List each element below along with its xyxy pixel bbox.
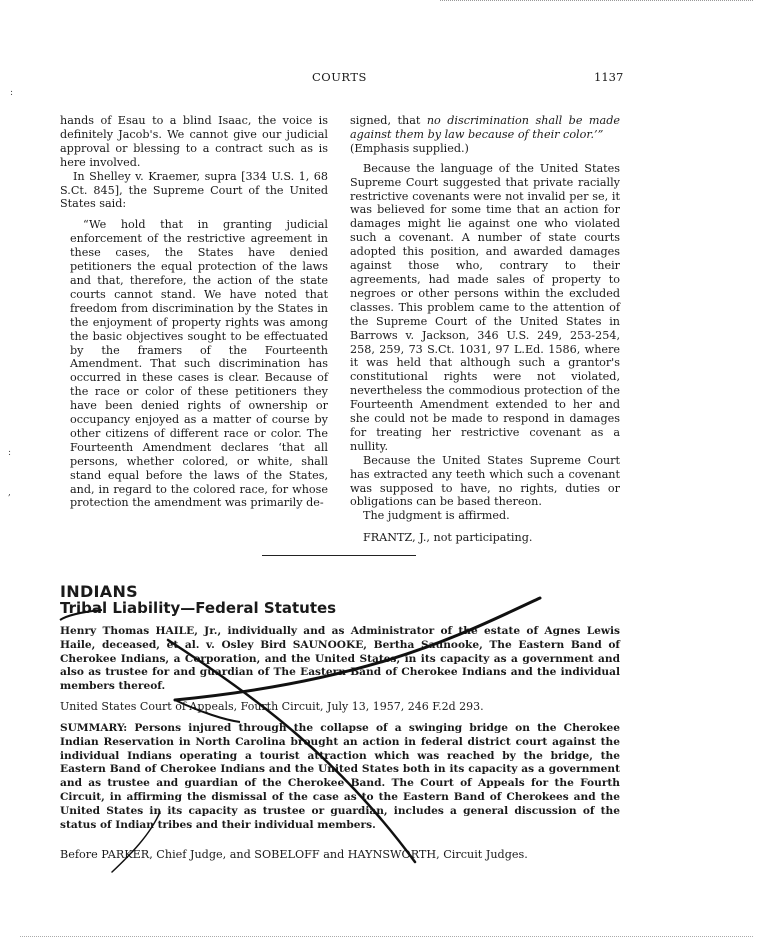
- quote-text: “We hold that in granting judicial enforcement of the restrictive agreement in these cases, the States have denied petitioners the equal protection of the laws and that, therefore, the action of the state courts cannot stand. We have noted that freedom from discrimination by the States in the enjoyment of property rights was among the basic objectives sought to be effectuated by the framers of the Fourteenth Amendment. That such discrimination has occurred in these cases is clear. Because of the race or color of these petitioners they have been denied rights of ownership or occupancy enjoyed as a matter of course by other citizens of different race or color. The Fourteenth Amendment declares ‘that all persons, whether colored, or white, shall stand equal before the laws of the States, and, in regard to the colored race, for whose protection the amendment was primarily de-: [70, 218, 328, 510]
- quote-continuation: [350, 114, 620, 142]
- section-divider: [262, 555, 416, 556]
- judges-line: Before PARKER, Chief Judge, and SOBELOFF and HAYNSWORTH, Circuit Judges.: [60, 848, 528, 861]
- section-title: INDIANS: [60, 582, 138, 601]
- margin-mark: :: [8, 448, 12, 458]
- page-number: 1137: [594, 70, 624, 84]
- top-dotted-edge: [440, 0, 753, 1]
- emphasis-note: (Emphasis supplied.): [350, 141, 469, 155]
- paragraph: Because the United States Supreme Court has extracted any teeth which such a covenant was supposed to have, no rights, duties or obligations can be based thereon.: [350, 453, 620, 509]
- quote-end-italic: no discrimination shall be made against them by law because of their color.’”: [350, 114, 620, 141]
- bottom-dotted-edge: [20, 936, 753, 937]
- right-column: [350, 114, 620, 545]
- quote-end-plain: signed, that: [350, 114, 427, 127]
- running-head: COURTS: [312, 70, 367, 84]
- court-citation: United States Court of Appeals, Fourth Circuit, July 13, 1957, 246 F.2d 293.: [60, 700, 484, 713]
- margin-mark: ,: [8, 488, 11, 498]
- paragraph: Because the language of the United States Supreme Court suggested that private racially restrictive covenants were not invalid per se, it was believed for some time that an action for damages might lie against one who violated such a covenant. A number of state courts adopted this position, and awarded damages against those who, contrary to their agreements, had made sales of property to negroes or other persons within the excluded classes. This problem came to the attention of the Supreme Court of the United States in Barrows v. Jackson, 346 U.S. 249, 253-254, 258, 259, 73 S.Ct. 1031, 97 L.Ed. 1586, where it was held that although such a grantor's constitutional rights were not violated, nevertheless the commodious protection of the Fourteenth Amendment extended to her and she could not be made to respond in damages for treating her restrictive covenant as a nullity.: [350, 161, 620, 453]
- case-caption: Henry Thomas HAILE, Jr., individually and as Administrator of the estate of Agnes Lewis Haile, deceased, et al. v. Osley Bird SAUNOOKE, Bertha Saunooke, The Eastern Band of Cherokee Indians, a Corporation, and the United States, in its capacity as a government and also as trustee for and guardian of The Eastern Band of Cherokee Indians and the individual members thereof.: [60, 625, 620, 693]
- subsection-title: Tribal Liability—Federal Statutes: [60, 599, 337, 617]
- case-summary: SUMMARY: Persons injured through the collapse of a swinging bridge on the Cherokee Indian Reservation in North Carolina brought an action in federal district court against the individual Indians operating a tourist attraction which was reached by the bridge, the Eastern Band of Cherokee Indians and the United States both in its capacity as a government and as trustee and guardian of the Cherokee Band. The Court of Appeals for the Fourth Circuit, in affirming the dismissal of the case as to the Eastern Band of Cherokees and the United States in its capacity as trustee or guardian, includes a general discussion of the status of Indian tribes and their individual members.: [60, 722, 620, 831]
- judgment: The judgment is affirmed.: [363, 509, 510, 523]
- paragraph: hands of Esau to a blind Isaac, the voice is definitely Jacob's. We cannot give our judicial approval or blessing to a contract such as is here involved.: [60, 114, 328, 169]
- paragraph: In Shelley v. Kraemer, supra [334 U.S. 1, 68 S.Ct. 845], the Supreme Court of the United States said:: [60, 169, 328, 211]
- block-quote: [70, 218, 328, 510]
- margin-mark: :: [10, 88, 14, 98]
- participation-note: FRANTZ, J., not participating.: [363, 531, 533, 545]
- left-column: [60, 114, 328, 510]
